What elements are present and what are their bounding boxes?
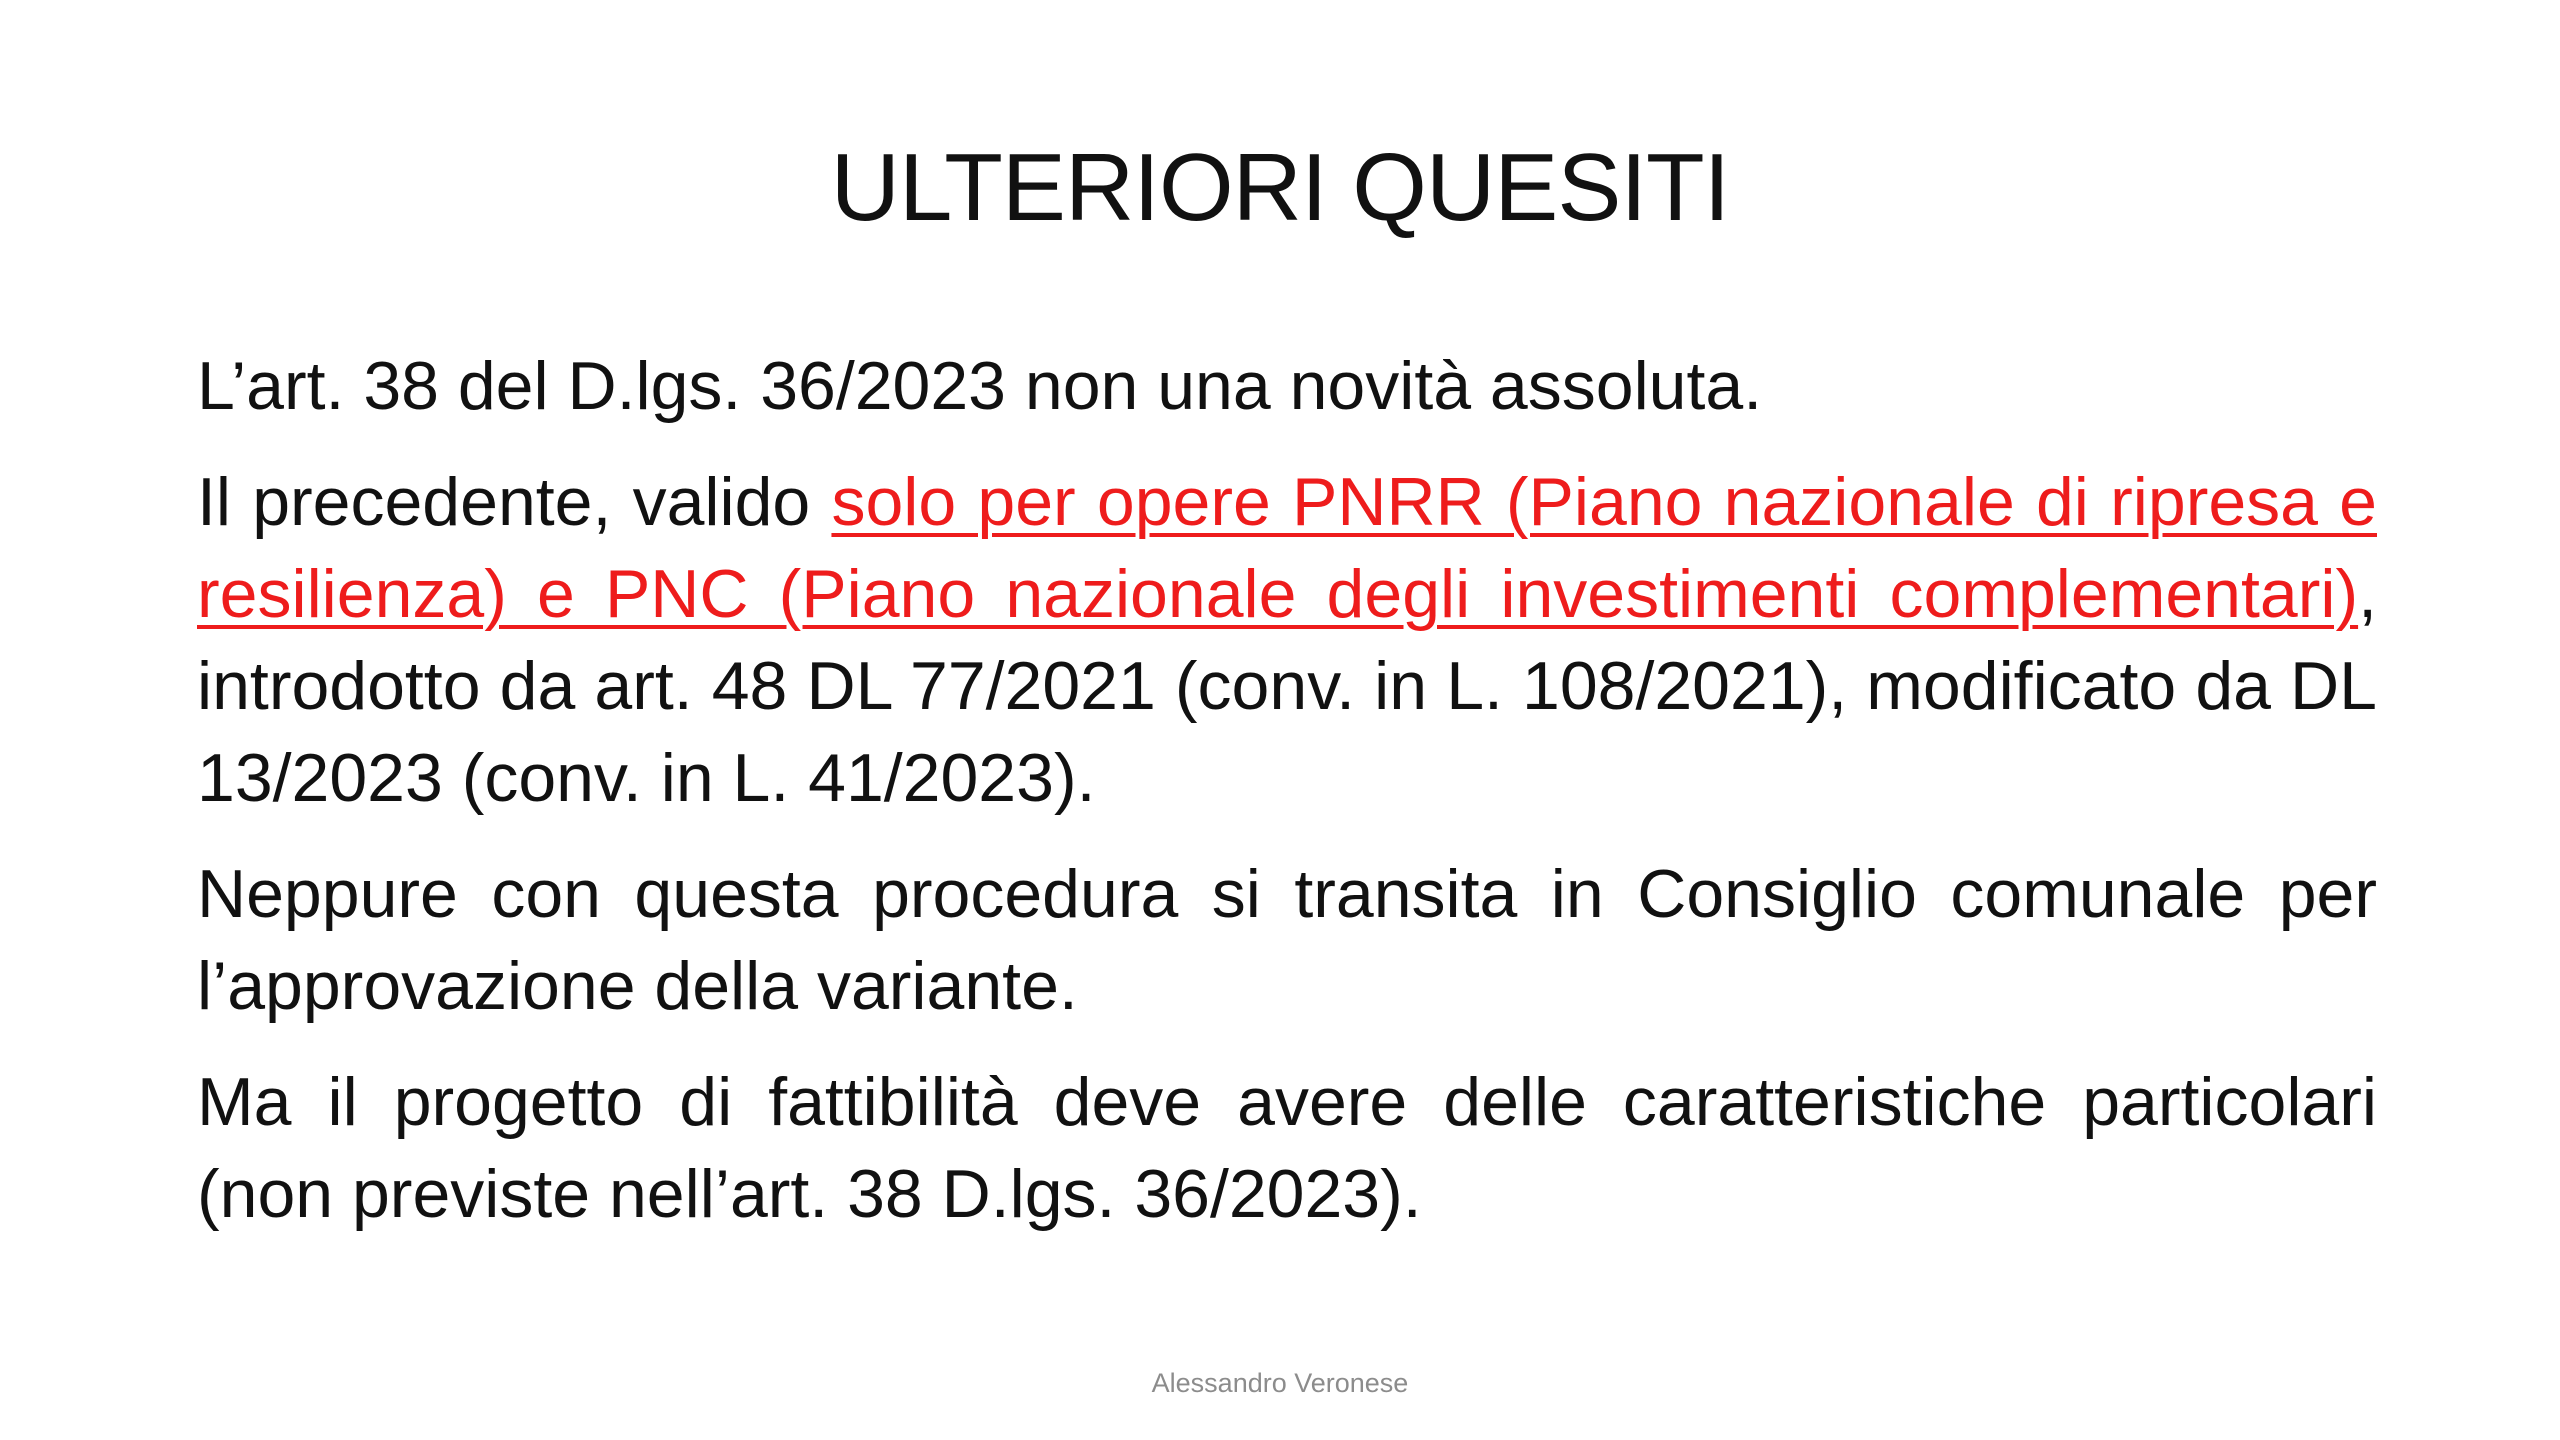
paragraph-2 [197, 456, 2377, 824]
paragraph-1: L’art. 38 del D.lgs. 36/2023 non una novità assoluta. [197, 348, 1763, 424]
slide-body [197, 340, 2377, 1264]
paragraph-2-rest: , introdotto da art. 48 DL 77/2021 (conv. in L. 108/2021), modificato da DL 13/2023 (conv. in L. 41/2023). [197, 556, 2377, 816]
slide-title: ULTERIORI QUESITI [830, 134, 1730, 241]
paragraph-2-highlight: solo per opere PNRR (Piano nazionale di ripresa e resilienza) e PNC (Piano nazionale degli investimenti complementari) [197, 464, 2377, 632]
slide-footer-author: Alessandro Veronese [1151, 1368, 1409, 1398]
paragraph-2-intro: Il precedente, valido [197, 464, 832, 540]
paragraph-3: Neppure con questa procedura si transita in Consiglio comunale per l’approvazione della variante. [197, 856, 2377, 1024]
paragraph-4: Ma il progetto di fattibilità deve avere delle caratteristiche particolari (non previste nell’art. 38 D.lgs. 36/2023). [197, 1064, 2377, 1232]
